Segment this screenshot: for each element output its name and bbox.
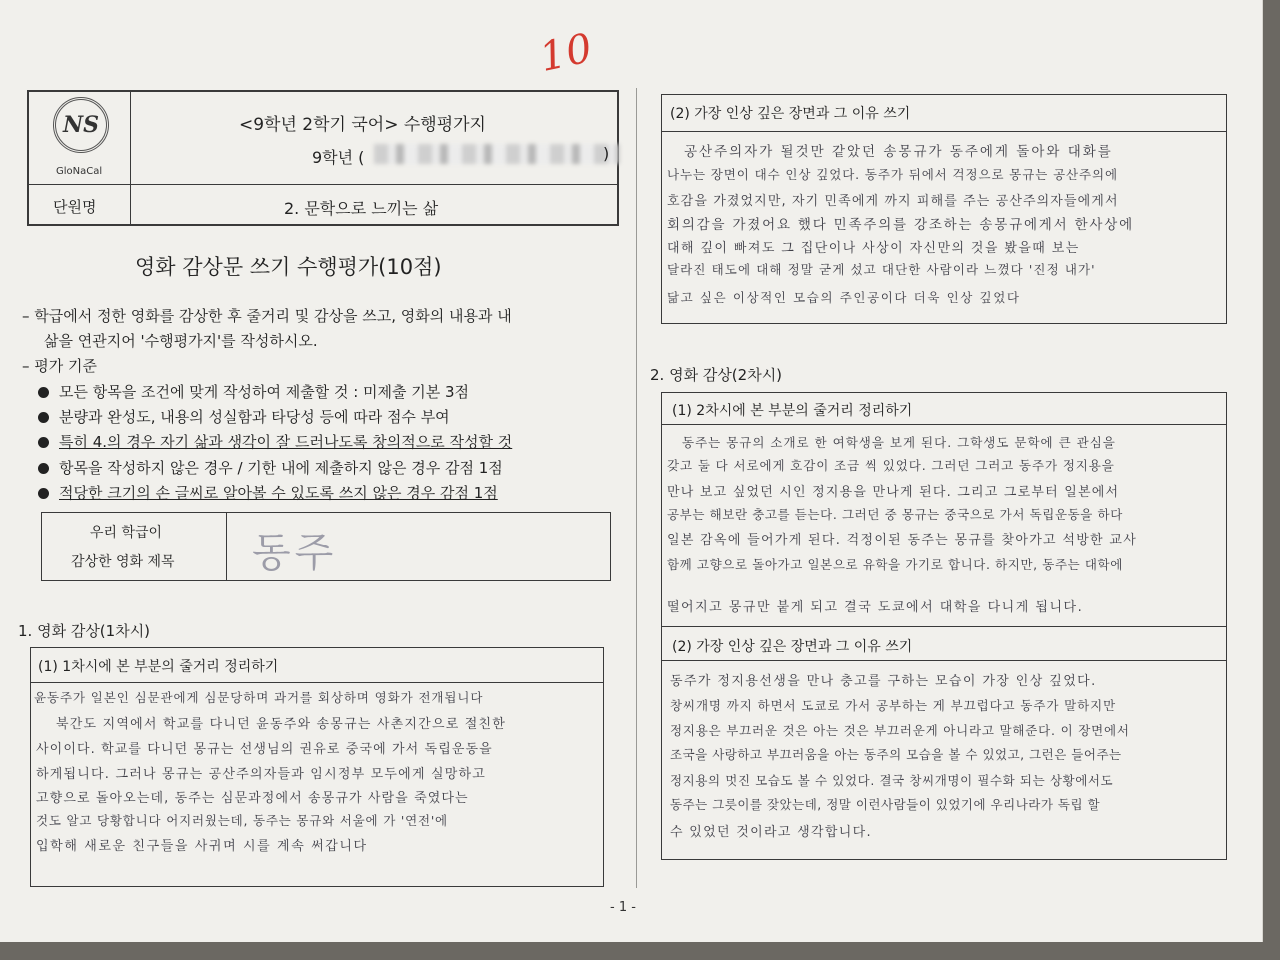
handwritten-line: 수 있었던 것이라고 생각합니다. <box>670 825 872 840</box>
instruction-line-1: – 학급에서 정한 영화를 감상한 후 줄거리 및 감상을 쓰고, 영화의 내용과 내 <box>22 307 512 325</box>
grade-suffix: ) <box>603 144 610 163</box>
handwritten-line: 달라진 태도에 대해 정말 굳게 섰고 대단한 사람이라 느꼈다 '진정 내가' <box>667 262 1096 277</box>
criteria-item: 적당한 크기의 손 글씨로 알아볼 수 있도록 쓰지 않은 경우 감점 1점 <box>38 482 498 503</box>
movie-label-line-1: 우리 학급이 <box>90 525 163 541</box>
redacted-student-info <box>374 144 619 164</box>
handwritten-line: 함께 고향으로 돌아가고 일본으로 유학을 가기로 합니다. 하지만, 동주는 대학에 <box>667 557 1123 572</box>
handwritten-line: 일본 감옥에 들어가게 된다. 걱정이된 동주는 몽규를 찾아가고 석방한 교사 <box>667 533 1138 548</box>
section2-q1-label: (1) 2차시에 본 부분의 줄거리 정리하기 <box>672 403 913 419</box>
section1-heading: 1. 영화 감상(1차시) <box>18 622 151 640</box>
handwritten-line: 동주는 그릇이를 잦았는데, 정말 이런사람들이 있었기에 우리나라가 독립 할 <box>670 797 1101 812</box>
criteria-item: 특히 4.의 경우 자기 삶과 생각이 잘 드러나도록 창의적으로 작성할 것 <box>38 431 512 452</box>
handwritten-line: 것도 알고 당황합니다 어지러웠는데, 동주는 몽규와 서울에 가 '연전'에 <box>36 813 448 828</box>
assignment-title: 영화 감상문 쓰기 수행평가(10점) <box>135 255 442 279</box>
handwritten-line: 만나 보고 싶었던 시인 정지용을 만나게 된다. 그리고 그로부터 일본에서 <box>667 485 1120 500</box>
handwritten-line: 정지용은 부끄러운 것은 아는 것은 부끄러운게 아니라고 말해준다. 이 장면에서 <box>670 723 1130 738</box>
movie-title-handwritten: 동주 <box>252 530 338 576</box>
handwritten-line: 동주가 정지용선생을 만나 충고를 구하는 모습이 가장 인상 깊었다. <box>670 674 1097 689</box>
criteria-item: 항목을 작성하지 않은 경우 / 기한 내에 제출하지 않은 경우 감점 1점 <box>38 457 503 478</box>
criteria-item: 분량과 완성도, 내용의 성실함과 타당성 등에 따라 점수 부여 <box>38 406 450 427</box>
unit-label: 단원명 <box>53 198 97 216</box>
score-mark: 10 <box>535 25 598 81</box>
handwritten-line: 공산주의자가 될것만 같았던 송몽규가 동주에게 돌아와 대화를 <box>684 144 1113 160</box>
grade-prefix: 9학년 ( <box>312 148 365 167</box>
handwritten-line: 닮고 싶은 이상적인 모습의 주인공이다 더욱 인상 깊었다 <box>667 290 1021 305</box>
sheet-title: <9학년 2학기 국어> 수행평가지 <box>239 115 486 135</box>
handwritten-line: 나누는 장면이 대수 인상 깊었다. 동주가 뒤에서 걱정으로 몽규는 공산주의에 <box>667 167 1118 182</box>
handwritten-line: 조국을 사랑하고 부끄러움을 아는 동주의 모습을 볼 수 있었고, 그런은 들어주는 <box>670 747 1122 762</box>
column-divider <box>636 88 637 888</box>
criteria-item: 모든 항목을 조건에 맞게 작성하여 제출할 것 : 미제출 기본 3점 <box>38 381 469 402</box>
handwritten-line: 북간도 지역에서 학교를 다니던 윤동주와 송몽규는 사촌지간으로 절친한 <box>56 717 507 732</box>
handwritten-line: 고향으로 돌아오는데, 동주는 심문과정에서 송몽규가 사람을 죽였다는 <box>36 791 469 806</box>
handwritten-line: 떨어지고 몽규만 붙게 되고 결국 도쿄에서 대학을 다니게 됩니다. <box>667 600 1084 615</box>
section1-q2-label: (2) 가장 인상 깊은 장면과 그 이유 쓰기 <box>670 106 911 122</box>
header-table <box>27 90 619 226</box>
handwritten-line: 윤동주가 일본인 심문관에게 심문당하며 과거를 회상하며 영화가 전개됩니다 <box>34 690 484 705</box>
section1-q2-box <box>661 94 1227 324</box>
section1-q1-box <box>30 647 604 887</box>
handwritten-line: 대해 깊이 빠져도 그 집단이나 사상이 자신만의 것을 봤을때 보는 <box>667 241 1080 256</box>
section2-heading: 2. 영화 감상(2차시) <box>650 366 783 384</box>
criteria-heading: – 평가 기준 <box>22 357 97 375</box>
page-number: - 1 - <box>610 900 636 915</box>
handwritten-line: 호감을 가졌었지만, 자기 민족에게 까지 피해를 주는 공산주의자들에게서 <box>667 194 1119 209</box>
handwritten-line: 회의감을 가졌어요 했다 민족주의를 강조하는 송몽규에게서 한사상에 <box>667 217 1134 233</box>
logo-caption: GloNaCal <box>56 166 103 177</box>
handwritten-line: 공부는 해보란 충고를 듣는다. 그러던 중 몽규는 중국으로 가서 독립운동을 하다 <box>667 507 1123 522</box>
handwritten-line: 갖고 둘 다 서로에게 호감이 조금 씩 있었다. 그러던 그러고 동주가 정지용을 <box>667 458 1115 473</box>
instruction-line-2: 삶을 연관지어 '수행평가지'를 작성하시오. <box>44 332 318 350</box>
school-logo-icon: NS <box>53 97 109 153</box>
handwritten-line: 창씨개명 까지 하면서 도쿄로 가서 공부하는 게 부끄럽다고 동주가 말하지만 <box>670 698 1117 713</box>
section2-box <box>661 392 1227 860</box>
movie-label-line-2: 감상한 영화 제목 <box>71 554 175 570</box>
section2-q2-label: (2) 가장 인상 깊은 장면과 그 이유 쓰기 <box>672 639 913 655</box>
handwritten-line: 동주는 몽규의 소개로 한 여학생을 보게 된다. 그학생도 문학에 큰 관심을 <box>682 435 1116 450</box>
handwritten-line: 입학해 새로운 친구들을 사귀며 시를 계속 써갑니다 <box>36 839 368 854</box>
movie-title-box <box>41 512 611 581</box>
handwritten-line: 하게됩니다. 그러나 몽규는 공산주의자들과 임시정부 모두에게 실망하고 <box>36 767 487 782</box>
unit-value: 2. 문학으로 느끼는 삶 <box>284 199 439 218</box>
section1-q1-label: (1) 1차시에 본 부분의 줄거리 정리하기 <box>38 659 279 675</box>
handwritten-line: 사이이다. 학교를 다니던 몽규는 선생님의 권유로 중국에 가서 독립운동을 <box>36 742 493 757</box>
handwritten-line: 정지용의 멋진 모습도 볼 수 있었다. 결국 창씨개명이 필수화 되는 상황에서도 <box>670 773 1114 788</box>
